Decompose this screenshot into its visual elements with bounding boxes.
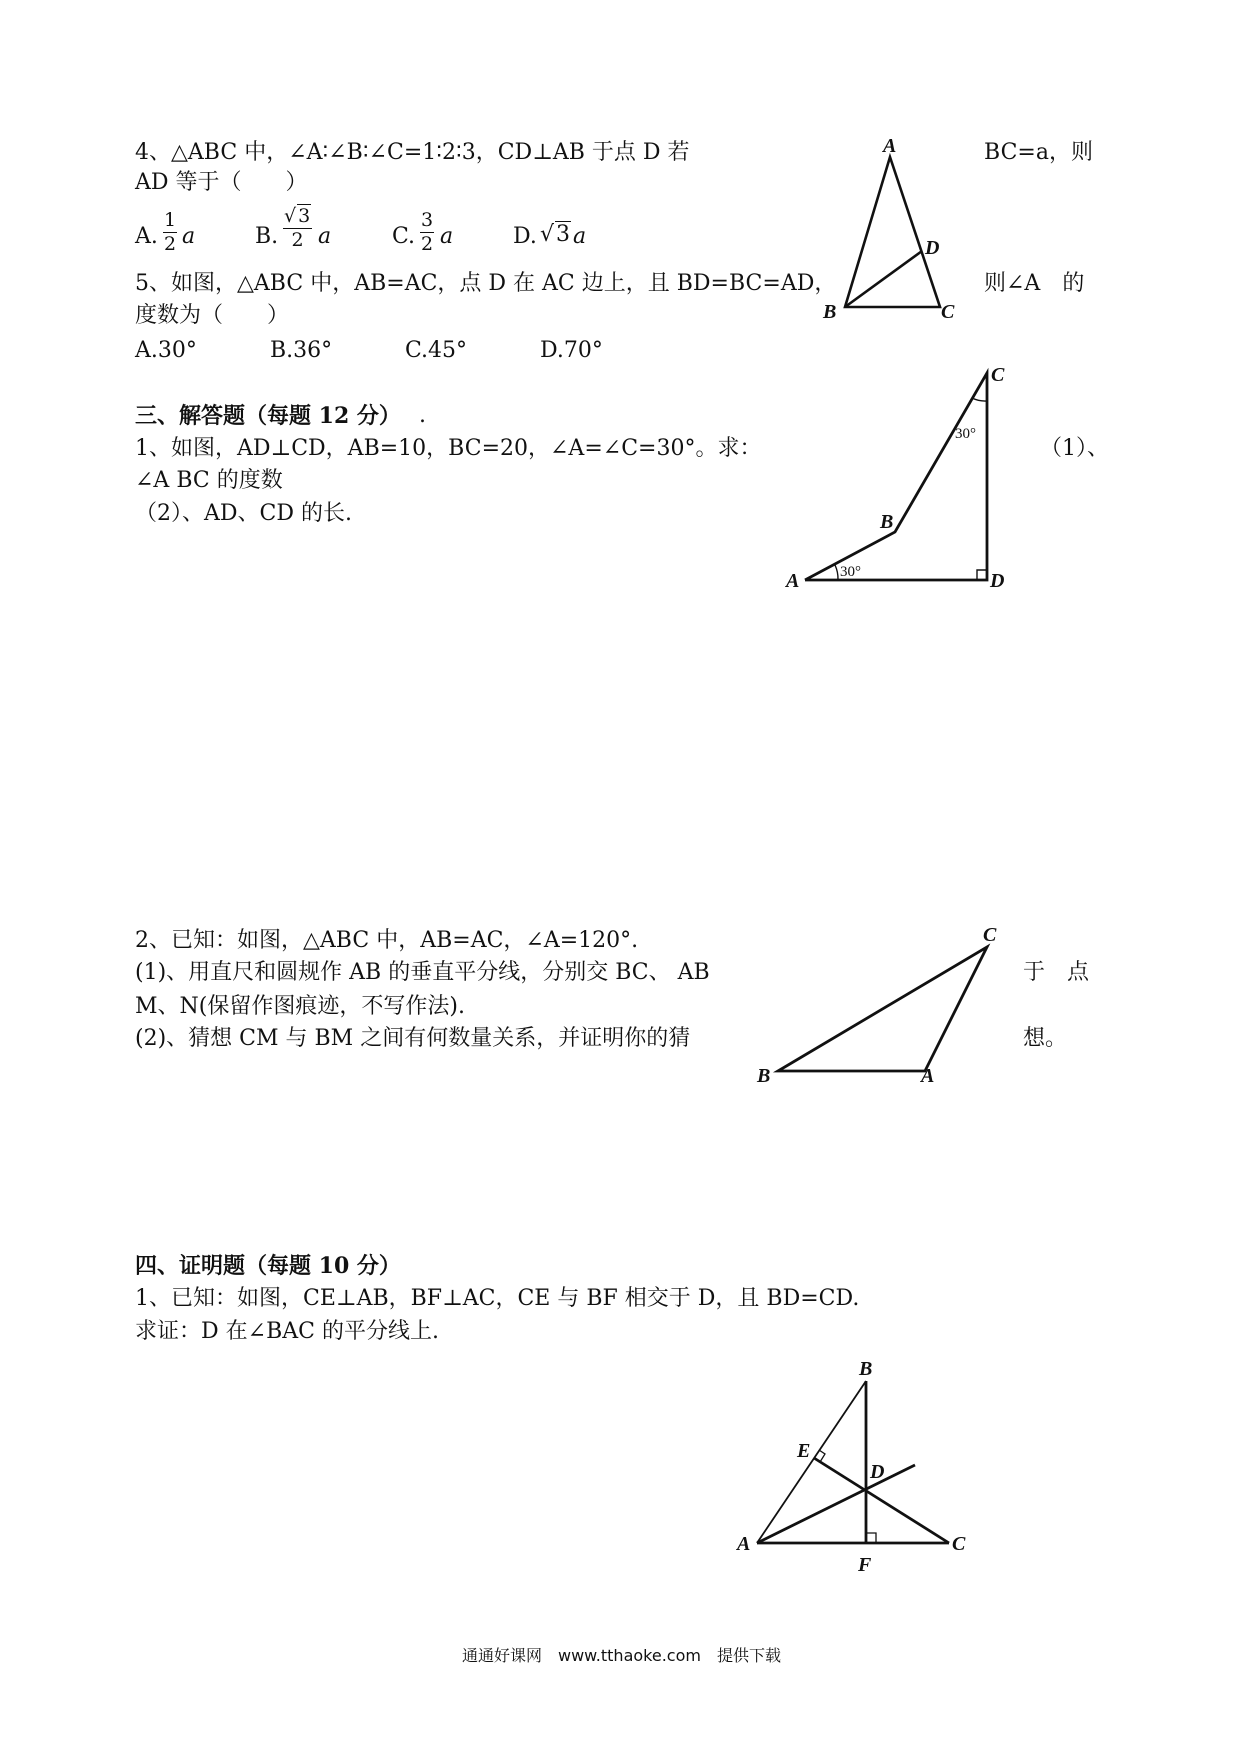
vertex-label-b: B: [880, 511, 894, 533]
s3-q1-line3: （2）、AD、CD 的长.: [135, 501, 352, 526]
figure-s3-q2-triangle: [755, 915, 1020, 1090]
page-footer: 通通好课网 www.tthaoke.com 提供下载: [462, 1646, 781, 1665]
vertex-label-f: F: [858, 1554, 872, 1576]
vertex-label-a: A: [921, 1065, 935, 1087]
figure-s3-q1-quadrilateral: [780, 360, 1020, 600]
vertex-label-c: C: [952, 1533, 966, 1555]
exam-page: 4、△ABC 中，∠A∶∠B∶∠C=1∶2∶3，CD⊥AB 于点 D 若 BC=a，则 AD 等于（ ） A. $\frac{1}{2}$ a B. $\frac{√ 3}{2}$ a C. $\frac{3}{2}$ a D. √3 a 5、如图，△ABC 中，AB=AC，点 D 在 AC 边上，且 BD=BC=AD， 则∠A 的 度数为（ ） A.30° B.36° C.45° D.70° A D B C 三、解答题（每题 12 分） . 1、如图，AD⊥CD，AB=10，BC=20，∠A=∠C=30°。求： （1）、 ∠A BC 的度数 （2）、AD、CD 的长. 30° 30° C B A D 2、已知：如图，△ABC 中，AB=AC，∠A=120°. (1)、用直尺和圆规作 AB 的垂直平分线，分别交 BC、 AB 于 点 M、N(保留作图痕迹，不写作法). (2)、猜想 CM 与 BM 之间有何数量关系，并证明你的猜 想。 C B A 四、证明题（每题 10 分） 1、已知：如图，CE⊥AB，BF⊥AC，CE 与 BF 相交于 D，且 BD=CD. 求证：D 在∠BAC 的平分线上. B E D A C F 通通好课网 www.tthaoke.com 提供下载: [0, 0, 1240, 1754]
q4-right-text: BC=a，则: [984, 140, 1093, 165]
fraction: $\frac{3}{2}$: [421, 209, 434, 255]
vertex-label-a: A: [786, 570, 800, 592]
vertex-label-a: A: [737, 1533, 751, 1555]
s3-q2-line4: (2)、猜想 CM 与 BM 之间有何数量关系，并证明你的猜: [135, 1026, 691, 1051]
q4-line2: AD 等于（ ）: [135, 170, 308, 195]
s4-q1-line1: 1、已知：如图，CE⊥AB，BF⊥AC，CE 与 BF 相交于 D，且 BD=CD.: [135, 1286, 860, 1311]
s3-q2-line2-right: 于 点: [1023, 960, 1090, 985]
q5-line2: 度数为（ ）: [135, 303, 290, 328]
fraction: $\frac{√ 3}{2}$: [284, 205, 311, 251]
q4-line1: 4、△ABC 中，∠A∶∠B∶∠C=1∶2∶3，CD⊥AB 于点 D 若: [135, 140, 690, 165]
q5-option-b: B.36°: [270, 338, 333, 363]
vertex-label-b: B: [823, 301, 837, 323]
q5-option-c: C.45°: [405, 338, 468, 363]
s3-q1-line2: ∠A BC 的度数: [135, 468, 283, 493]
vertex-label-b: B: [859, 1358, 873, 1380]
fraction: $\frac{1}{2}$: [164, 209, 177, 255]
vertex-label-d: D: [925, 237, 940, 259]
q5-right-text: 则∠A 的: [984, 271, 1085, 296]
vertex-label-a: A: [883, 135, 897, 157]
vertex-label-b: B: [757, 1065, 771, 1087]
s3-q1-line1: 1、如图，AD⊥CD，AB=10，BC=20，∠A=∠C=30°。求：: [135, 436, 762, 461]
q5-option-a: A.30°: [135, 338, 197, 363]
s3-q1-right-text: （1）、: [1040, 436, 1109, 461]
section3-heading-tail: .: [419, 403, 426, 428]
s3-q2-line1: 2、已知：如图，△ABC 中，AB=AC，∠A=120°.: [135, 928, 639, 953]
sqrt-expression: √3: [540, 222, 571, 247]
s3-q2-line2: (1)、用直尺和圆规作 AB 的垂直平分线，分别交 BC、 AB: [135, 960, 710, 985]
section3-heading: 三、解答题（每题 12 分）: [135, 403, 401, 429]
angle-label-c: 30°: [955, 426, 976, 442]
vertex-label-d: D: [990, 570, 1005, 592]
s4-q1-line2: 求证：D 在∠BAC 的平分线上.: [135, 1319, 439, 1344]
figure-s4-q1-triangle: [735, 1350, 975, 1576]
vertex-label-c: C: [991, 364, 1005, 386]
vertex-label-c: C: [941, 301, 955, 323]
s3-q2-line3: M、N(保留作图痕迹，不写作法).: [135, 994, 465, 1019]
vertex-label-d: D: [870, 1461, 885, 1483]
vertex-label-e: E: [797, 1440, 811, 1462]
vertex-label-c: C: [983, 924, 997, 946]
figure-q4-q5-triangle: [815, 130, 985, 330]
section4-heading: 四、证明题（每题 10 分）: [135, 1253, 401, 1279]
q5-option-d: D.70°: [540, 338, 603, 363]
s3-q2-line4-right: 想。: [1023, 1026, 1068, 1051]
angle-label-a: 30°: [840, 564, 861, 580]
q5-line1: 5、如图，△ABC 中，AB=AC，点 D 在 AC 边上，且 BD=BC=AD，: [135, 271, 837, 296]
